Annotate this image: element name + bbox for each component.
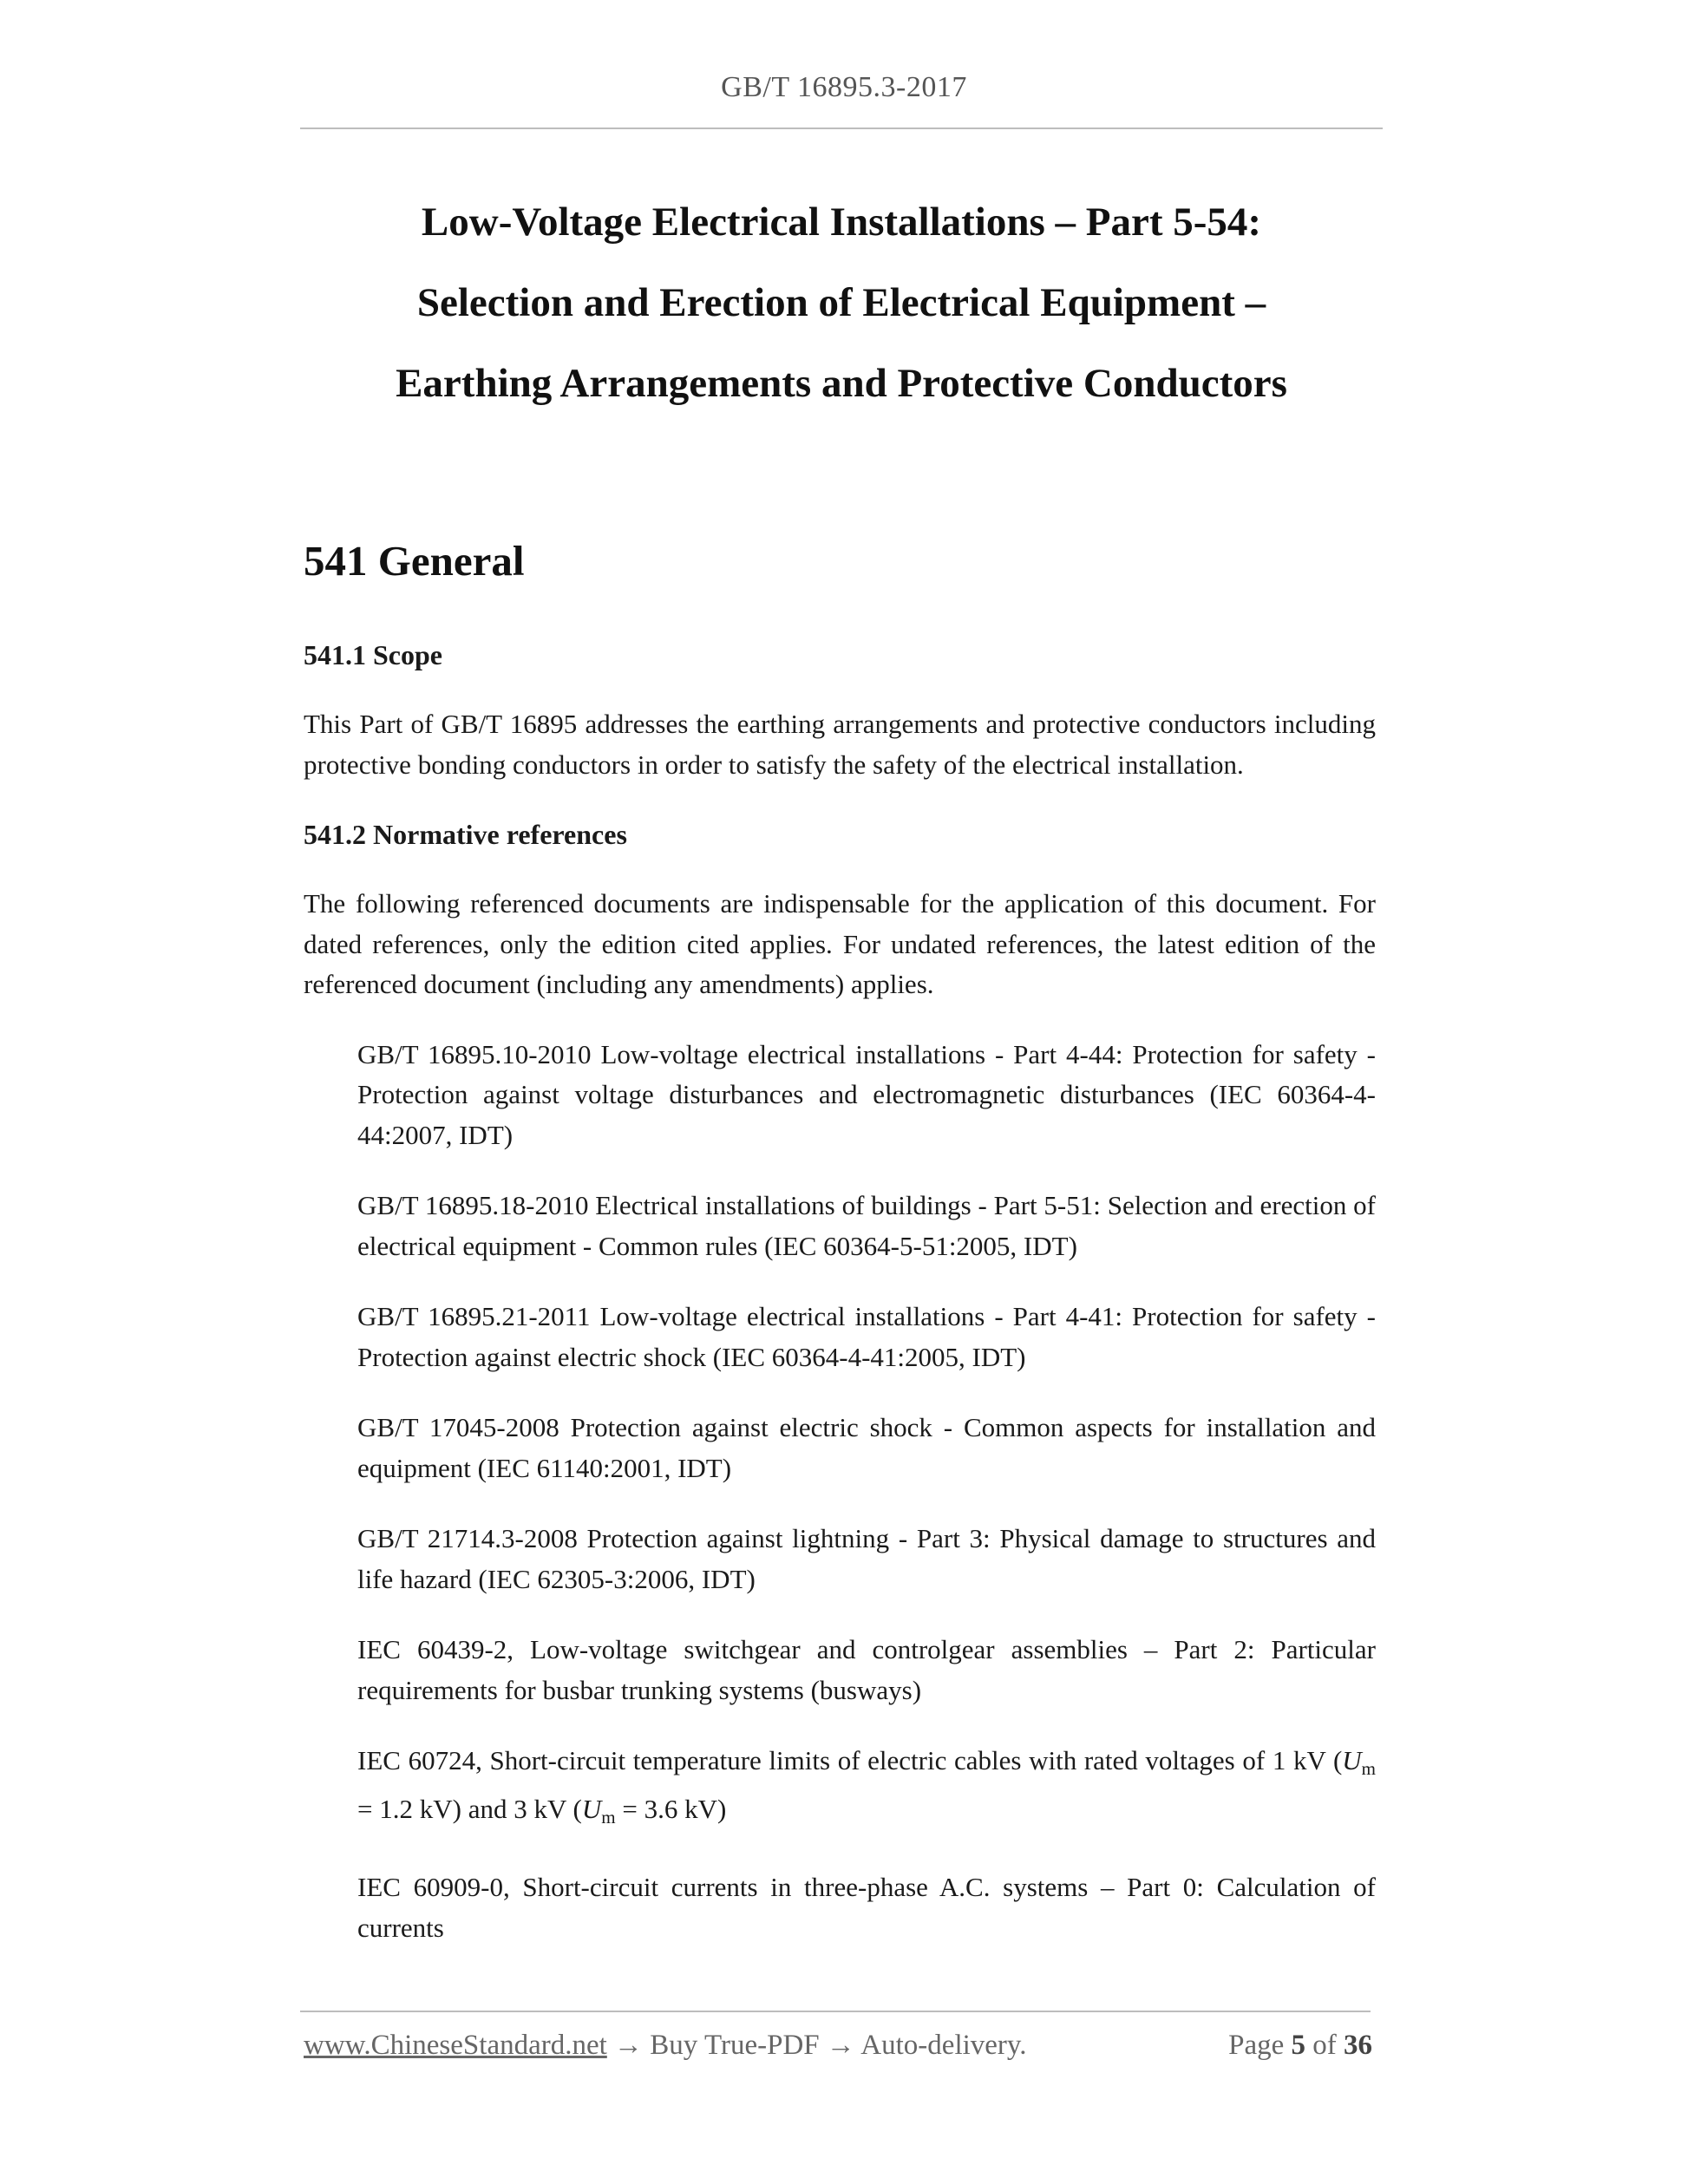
header-divider xyxy=(300,128,1383,129)
document-title xyxy=(300,182,1383,424)
document-number-header: GB/T 16895.3-2017 xyxy=(721,71,967,103)
subscript-m: m xyxy=(1361,1758,1376,1779)
page-label: Page xyxy=(1228,2030,1285,2061)
reference-item-iec60724 xyxy=(357,1741,1376,1837)
reference-item: GB/T 16895.18-2010 Electrical installations of buildings - Part 5-51: Selection and erection of electrical equipment - Common rules (IEC 60364-5-51:2005, IDT) xyxy=(357,1190,1376,1261)
title-line-3: Earthing Arrangements and Protective Conductors xyxy=(396,361,1287,406)
reference-item: GB/T 16895.21-2011 Low-voltage electrical installations - Part 4-41: Protection for safety - Protection against electric shock (IEC 60364-4-41:2005, IDT) xyxy=(357,1301,1376,1372)
subsection-heading-scope: 541.1 Scope xyxy=(304,639,442,670)
reference-item: GB/T 21714.3-2008 Protection against lightning - Part 3: Physical damage to structures and life hazard (IEC 62305-3:2006, IDT) xyxy=(357,1523,1376,1594)
title-line-1: Low-Voltage Electrical Installations – Part 5-54: xyxy=(421,199,1262,245)
symbol-u: U xyxy=(1342,1745,1362,1775)
footer-tagline: → Buy True-PDF → Auto-delivery. xyxy=(606,2030,1027,2061)
page-current: 5 xyxy=(1291,2030,1305,2061)
page-of-label: of xyxy=(1312,2030,1337,2061)
ref-text: = 1.2 kV) and 3 kV ( xyxy=(357,1793,582,1824)
page-footer xyxy=(304,2030,1372,2062)
symbol-u: U xyxy=(581,1793,602,1824)
reference-item: IEC 60439-2, Low-voltage switchgear and controlgear assemblies – Part 2: Particular requirements for busbar trunking systems (busways) xyxy=(357,1634,1376,1705)
normative-intro-paragraph: The following referenced documents are indispensable for the application of this document. For dated references, only the edition cited applies. For undated references, the latest edition of the referenced document (including any amendments) applies. xyxy=(304,888,1376,999)
ref-text: IEC 60724, Short-circuit temperature limits of electric cables with rated voltages of 1 kV ( xyxy=(357,1745,1343,1775)
page-total: 36 xyxy=(1344,2030,1372,2061)
subscript-m: m xyxy=(601,1806,616,1828)
reference-item: GB/T 17045-2008 Protection against electric shock - Common aspects for installation and equipment (IEC 61140:2001, IDT) xyxy=(357,1412,1376,1483)
reference-list xyxy=(304,1035,1376,1949)
footer-divider xyxy=(300,2011,1371,2012)
section-heading-general: 541 General xyxy=(304,537,525,585)
page-indicator xyxy=(1228,2030,1372,2062)
reference-item: IEC 60909-0, Short-circuit currents in three-phase A.C. systems – Part 0: Calculation of currents xyxy=(357,1872,1376,1943)
main-content xyxy=(304,527,1376,1978)
title-line-2: Selection and Erection of Electrical Equipment – xyxy=(416,280,1266,325)
ref-text: = 3.6 kV) xyxy=(615,1793,727,1824)
scope-paragraph: This Part of GB/T 16895 addresses the earthing arrangements and protective conductors including protective bonding conductors in order to satisfy the safety of the electrical installation. xyxy=(304,709,1376,780)
subsection-heading-normative-references: 541.2 Normative references xyxy=(304,819,627,850)
reference-item: GB/T 16895.10-2010 Low-voltage electrical installations - Part 4-44: Protection for safety - Protection against voltage disturbances and electromagnetic disturbances (IEC 60364-4-44:2007, IDT) xyxy=(357,1038,1376,1150)
footer-left xyxy=(304,2030,1027,2062)
site-link[interactable]: www.ChineseStandard.net xyxy=(304,2030,607,2061)
